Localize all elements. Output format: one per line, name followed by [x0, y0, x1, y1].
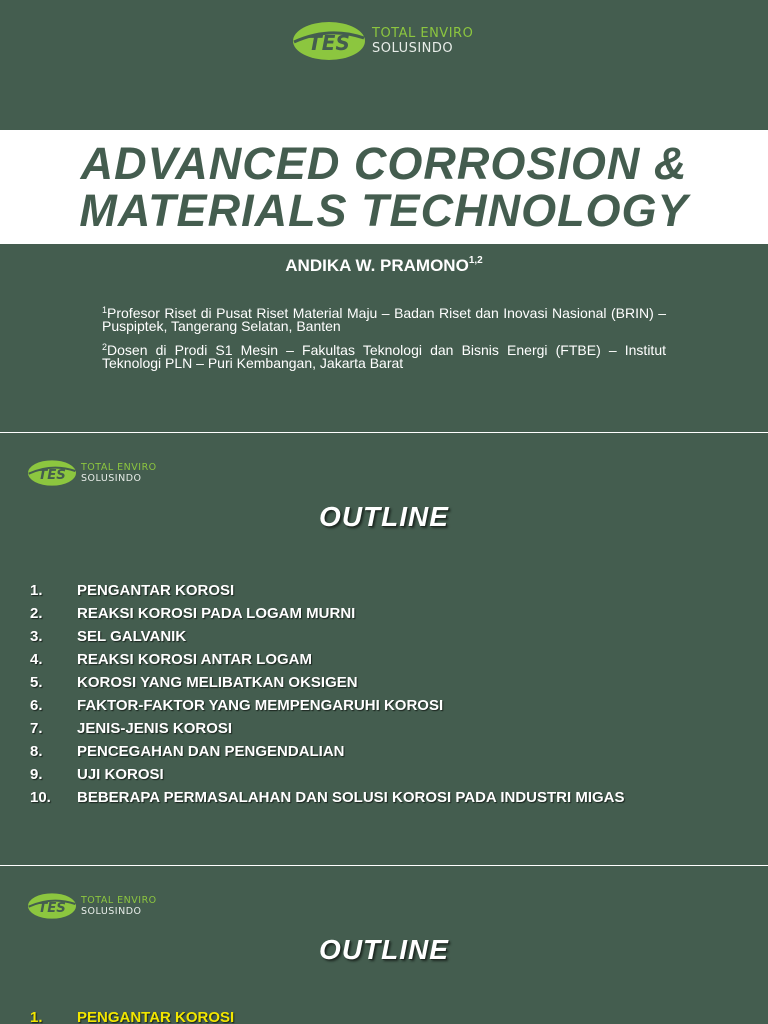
tes-logo-icon — [27, 459, 77, 487]
outline-number: 9. — [30, 766, 43, 783]
outline-item-10 — [30, 786, 625, 809]
title-line-1: ADVANCED CORROSION & — [80, 138, 688, 189]
tes-logo-icon — [27, 892, 77, 920]
logo-mark-text: TES — [38, 468, 66, 483]
outline-item-1-highlighted — [30, 1006, 234, 1024]
logo-mark-text: TES — [38, 901, 66, 916]
outline-item-1 — [30, 579, 625, 602]
logo-line2: SOLUSINDO — [81, 472, 142, 484]
outline-slide-highlighted — [0, 866, 768, 1024]
affiliation-2-sup: 2 — [102, 342, 108, 352]
title-band — [0, 130, 768, 244]
outline-label: PENCEGAHAN DAN PENGENDALIAN — [77, 743, 345, 760]
outline-list — [30, 579, 625, 809]
outline-label: KOROSI YANG MELIBATKAN OKSIGEN — [77, 674, 358, 691]
outline-number: 8. — [30, 743, 43, 760]
outline-label: PENGANTAR KOROSI — [77, 1009, 235, 1024]
outline-number: 1. — [30, 582, 43, 599]
outline-label: UJI KOROSI — [77, 766, 164, 783]
outline-label: BEBERAPA PERMASALAHAN DAN SOLUSI KOROSI PADA INDUSTRI MIGAS — [77, 789, 625, 806]
outline-item-2 — [30, 602, 625, 625]
author-text: ANDIKA W. PRAMONO — [285, 256, 469, 275]
logo-line2: SOLUSINDO — [81, 905, 142, 917]
author-superscript: 1,2 — [468, 255, 483, 266]
outline-item-3 — [30, 625, 625, 648]
outline-label: PENGANTAR KOROSI — [77, 582, 235, 599]
logo-wordmark — [81, 896, 157, 916]
affiliation-2-text: Dosen di Prodi S1 Mesin – Fakultas Teknologi dan Bisnis Energi (FTBE) – Institut Teknologi PLN – Puri Kembangan, Jakarta Barat — [102, 342, 666, 371]
outline-item-4 — [30, 648, 625, 671]
title-slide — [0, 0, 768, 432]
outline-label: SEL GALVANIK — [77, 628, 187, 645]
outline-item-5 — [30, 671, 625, 694]
outline-item-7 — [30, 717, 625, 740]
outline-item-8 — [30, 740, 625, 763]
outline-number: 5. — [30, 674, 43, 691]
logo-line1: TOTAL ENVIRO — [372, 26, 474, 41]
company-logo-small — [27, 892, 157, 920]
tes-logo-icon — [292, 20, 366, 62]
author-name — [0, 256, 768, 276]
logo-line2: SOLUSINDO — [372, 41, 454, 56]
outline-item-6 — [30, 694, 625, 717]
logo-mark-text: TES — [308, 31, 350, 55]
outline-number: 1. — [30, 1009, 43, 1024]
outline-item-9 — [30, 763, 625, 786]
logo-line1: TOTAL ENVIRO — [81, 895, 157, 906]
logo-line1: TOTAL ENVIRO — [81, 462, 157, 473]
outline-number: 6. — [30, 697, 43, 714]
outline-slide — [0, 433, 768, 865]
company-logo-small — [27, 459, 157, 487]
affiliation-1 — [102, 307, 666, 333]
outline-number: 7. — [30, 720, 43, 737]
affiliation-2 — [102, 344, 666, 370]
outline-number: 2. — [30, 605, 43, 622]
outline-number: 3. — [30, 628, 43, 645]
outline-number: 4. — [30, 651, 43, 668]
logo-wordmark — [81, 463, 157, 483]
outline-heading: OUTLINE — [319, 934, 449, 965]
outline-list-highlighted — [30, 1006, 234, 1024]
outline-label: REAKSI KOROSI PADA LOGAM MURNI — [77, 605, 356, 622]
outline-heading: OUTLINE — [319, 501, 449, 532]
outline-label: JENIS-JENIS KOROSI — [77, 720, 233, 737]
affiliation-1-text: Profesor Riset di Pusat Riset Material Maju – Badan Riset dan Inovasi Nasional (BRIN) – Puspiptek, Tangerang Selatan, Banten — [102, 305, 666, 334]
affiliation-1-sup: 1 — [102, 305, 108, 315]
title-line-2: MATERIALS TECHNOLOGY — [79, 185, 689, 236]
outline-number: 10. — [30, 789, 51, 806]
outline-label: REAKSI KOROSI ANTAR LOGAM — [77, 651, 312, 668]
logo-wordmark — [372, 27, 473, 55]
company-logo — [292, 20, 473, 62]
outline-label: FAKTOR-FAKTOR YANG MEMPENGARUHI KOROSI — [77, 697, 444, 714]
